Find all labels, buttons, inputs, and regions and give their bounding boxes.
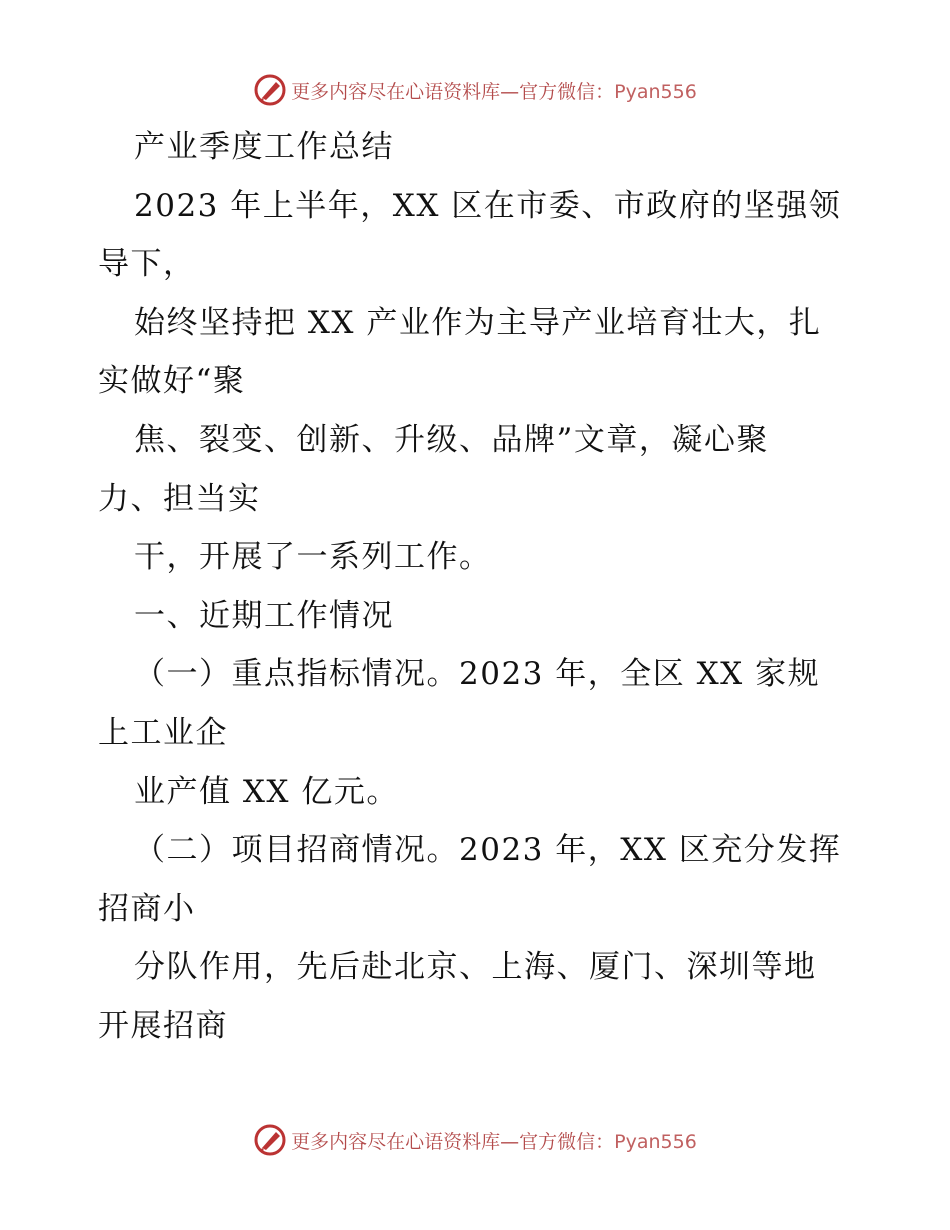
- text-line: 分队作用，先后赴北京、上海、厦门、深圳等地: [134, 949, 817, 986]
- text-line: 实做好“聚: [98, 363, 246, 400]
- text-line: （一）重点指标情况。2023 年，全区 XX 家规: [134, 656, 821, 693]
- header-banner: [0, 70, 950, 110]
- text-line: 招商小: [98, 890, 196, 927]
- text-line: 始终坚持把 XX 产业作为主导产业培育壮大，扎: [134, 304, 822, 341]
- text-line: 业产值 XX 亿元。: [134, 773, 399, 810]
- text-line: 焦、裂变、创新、升级、品牌”文章，凝心聚: [134, 421, 769, 458]
- text-line: 一、近期工作情况: [134, 597, 394, 634]
- text-line: 开展招商: [98, 1007, 228, 1044]
- banner-text: 更多内容尽在心语资料库—官方微信：Pyan556: [291, 80, 697, 103]
- text-line: （二）项目招商情况。2023 年，XX 区充分发挥: [134, 832, 842, 869]
- document-body: [98, 118, 858, 1056]
- pen-logo-icon: [253, 73, 287, 107]
- text-line: 产业季度工作总结: [134, 129, 394, 165]
- text-line: 干，开展了一系列工作。: [134, 539, 492, 576]
- pen-logo-icon: [253, 1123, 287, 1157]
- text-line: 2023 年上半年，XX 区在市委、市政府的坚强领: [134, 187, 842, 224]
- text-line: 导下，: [98, 246, 196, 283]
- banner-text: 更多内容尽在心语资料库—官方微信：Pyan556: [291, 1130, 697, 1153]
- text-line: 力、担当实: [98, 480, 261, 517]
- text-line: 上工业企: [98, 714, 228, 751]
- footer-banner: [0, 1120, 950, 1160]
